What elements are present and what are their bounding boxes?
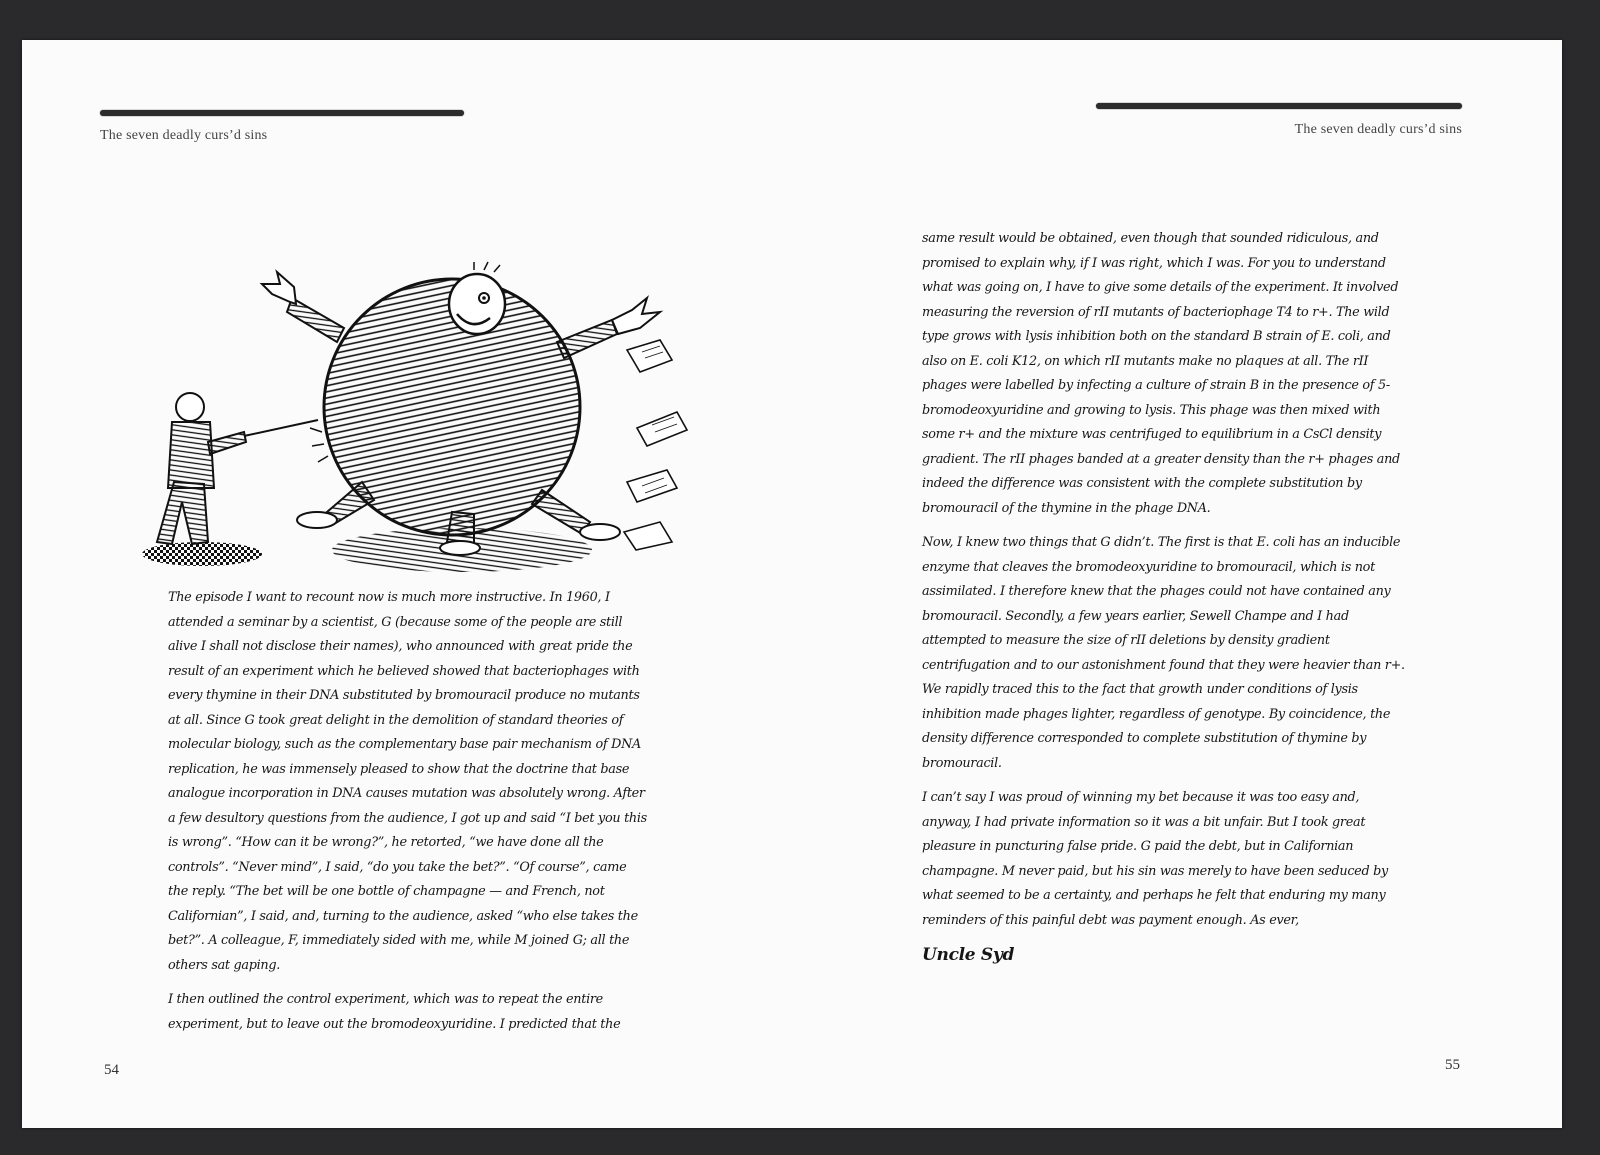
paragraph: I then outlined the control experiment, which was to repeat the entire experiment, but to leave out the bromodeoxyuridine. I predicted that the [168,992,621,1032]
signature: Uncle Syd [922,945,1015,965]
paragraph: Now, I knew two things that G didn’t. The first is that E. coli has an inducible enzyme that cleaves the bromodeoxyuridine to bromouracil, which is not assimilated. I therefore knew that the phages could not have contained any bromouracil. Secondly, a few years earlier, Sewell Champe and I had attempted to measure the size of rII deletions by density gradient centrifugation and to our astonishment found that they were heavier than r+. We rapidly traced this to the fact that growth under conditions of lysis inhibition made phages lighter, regardless of genotype. By coincidence, the density difference corresponded to complete substitution of thymine by bromouracil. [922,535,1405,771]
running-head: The seven deadly curs’d sins [1294,122,1462,137]
page-number: 54 [104,1062,119,1078]
body-text [168,586,648,1047]
book-spread [22,40,1562,1128]
paragraph: I can’t say I was proud of winning my bet because it was too easy and, anyway, I had private information so it was a bit unfair. But I took great pleasure in puncturing false pride. G paid the debt, but in Californian champagne. M never paid, but his sin was merely to have been seduced by what seemed to be a certainty, and perhaps he felt that enduring my many reminders of this painful debt was payment enough. As ever, [922,790,1388,928]
left-page [22,40,792,1128]
header-rule [100,110,464,116]
running-head: The seven deadly curs’d sins [100,128,268,143]
paragraph: same result would be obtained, even though that sounded ridiculous, and promised to explain why, if I was right, which I was. For you to understand what was going on, I have to give some details of the experiment. It involved measuring the reversion of rII mutants of bacteriophage T4 to r+. The wild type grows with lysis inhibition both on the standard B strain of E. coli, and also on E. coli K12, on which rII mutants make no plaques at all. The rII phages were labelled by infecting a culture of strain B in the presence of 5-bromodeoxyuridine and growing to lysis. This phage was then mixed with some r+ and the mixture was centrifuged to equilibrium in a CsCl density gradient. The rII phages banded at a greater density than the r+ phages and indeed the difference was consistent with the complete substitution by bromouracil of the thymine in the phage DNA. [922,231,1400,516]
cartoon-inflated-man-pricked-by-needle-icon [112,232,712,582]
right-page [792,40,1562,1128]
paragraph: The episode I want to recount now is much more instructive. In 1960, I attended a seminar by a scientist, G (because some of the people are still alive I shall not disclose their names), who announced with great pride the result of an experiment which he believed showed that bacteriophages with every thymine in their DNA substituted by bromouracil produce no mutants at all. Since G took great delight in the demolition of standard theories of molecular biology, such as the complementary base pair mechanism of DNA replication, he was immensely pleased to show that the doctrine that base analogue incorporation in DNA causes mutation was absolutely wrong. After a few desultory questions from the audience, I got up and said “I bet you this is wrong”. “How can it be wrong?”, he retorted, “we have done all the controls”. “Never mind”, I said, “do you take the bet?”. “Of course”, came the reply. “The bet will be one bottle of champagne — and French, not Californian”, I said, and, turning to the audience, asked “who else takes the bet?”. A colleague, F, immediately sided with me, while M joined G; all the others sat gaping. [168,590,647,973]
header-rule [1096,103,1462,109]
body-text [922,227,1406,968]
page-number: 55 [1445,1057,1460,1073]
